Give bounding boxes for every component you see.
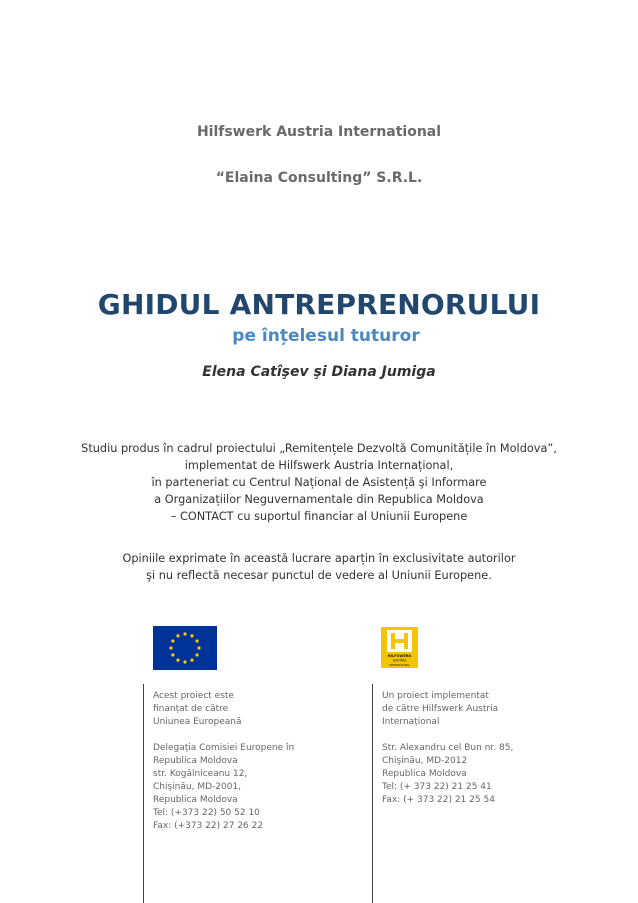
- implementer-line: Un proiect implementat: [382, 691, 489, 701]
- study-line: a Organizațiilor Neguvernamentale din Republica Moldova: [154, 493, 484, 506]
- hilfswerk-logo-text: AUSTRIA: [392, 658, 407, 663]
- address-line: Republica Moldova: [382, 769, 467, 779]
- book-authors: Elena Catîşev şi Diana Jumiga: [202, 364, 436, 380]
- address-line: Chişinău, MD-2012: [382, 756, 468, 766]
- right-divider-line: [372, 684, 373, 903]
- study-line: implementat de Hilfswerk Austria Internațional,: [184, 459, 454, 472]
- funding-line: finanțat de către: [153, 704, 229, 714]
- implementer-note: [382, 690, 498, 729]
- organization-hilfswerk: Hilfswerk Austria International: [196, 124, 442, 140]
- study-line: – CONTACT cu suportul financiar al Uniunii Europene: [170, 510, 468, 523]
- eu-flag-icon: [153, 626, 217, 670]
- book-subtitle: pe înțelesul tuturor: [232, 326, 420, 346]
- study-line: Studiu produs în cadrul proiectului „Remitențele Dezvoltă Comunitățile în Moldova”,: [81, 442, 557, 455]
- address-line: Fax: (+ 373 22) 21 25 54: [382, 795, 495, 805]
- eu-funding-note: [153, 690, 242, 729]
- address-line: Chişinău, MD-2001,: [153, 782, 242, 792]
- hilfswerk-logo-mark: [381, 627, 418, 668]
- left-divider-line: [143, 684, 144, 903]
- address-line: Republica Moldova: [153, 756, 238, 766]
- funding-line: Uniunea Europeană: [153, 717, 242, 727]
- disclaimer-line: Opiniile exprimate în această lucrare aparțin în exclusivitate autorilor: [122, 552, 516, 565]
- disclaimer: [0, 550, 638, 584]
- address-line: Fax: (+373 22) 27 26 22: [153, 821, 264, 831]
- study-line: în parteneriat cu Centrul Național de Asistență şi Informare: [151, 476, 487, 489]
- organization-elaina: “Elaina Consulting” S.R.L.: [215, 170, 423, 186]
- hilfswerk-logo-text: INTERNATIONAL: [389, 664, 410, 667]
- address-line: Str. Alexandru cel Bun nr. 85,: [382, 743, 514, 753]
- address-line: str. Kogălniceanu 12,: [153, 769, 248, 779]
- implementer-line: Internațional: [382, 717, 440, 727]
- address-line: Tel: (+373 22) 50 52 10: [153, 808, 260, 818]
- implementer-line: de către Hilfswerk Austria: [382, 704, 499, 714]
- hilfswerk-logo-text: HILFSWERK: [387, 654, 412, 658]
- funding-line: Acest proiect este: [153, 691, 234, 701]
- book-title: GHIDUL ANTREPRENORULUI: [97, 288, 541, 321]
- eu-stars: [153, 626, 217, 670]
- hilfswerk-address: [382, 742, 513, 807]
- eu-delegation-address: [153, 742, 294, 833]
- address-line: Republica Moldova: [153, 795, 238, 805]
- study-paragraph: [0, 440, 638, 525]
- address-line: Delegația Comisiei Europene în: [153, 743, 295, 753]
- hilfswerk-logo-icon: [381, 627, 418, 668]
- disclaimer-line: şi nu reflectă necesar punctul de vedere al Uniunii Europene.: [146, 569, 492, 582]
- address-line: Tel: (+ 373 22) 21 25 41: [382, 782, 492, 792]
